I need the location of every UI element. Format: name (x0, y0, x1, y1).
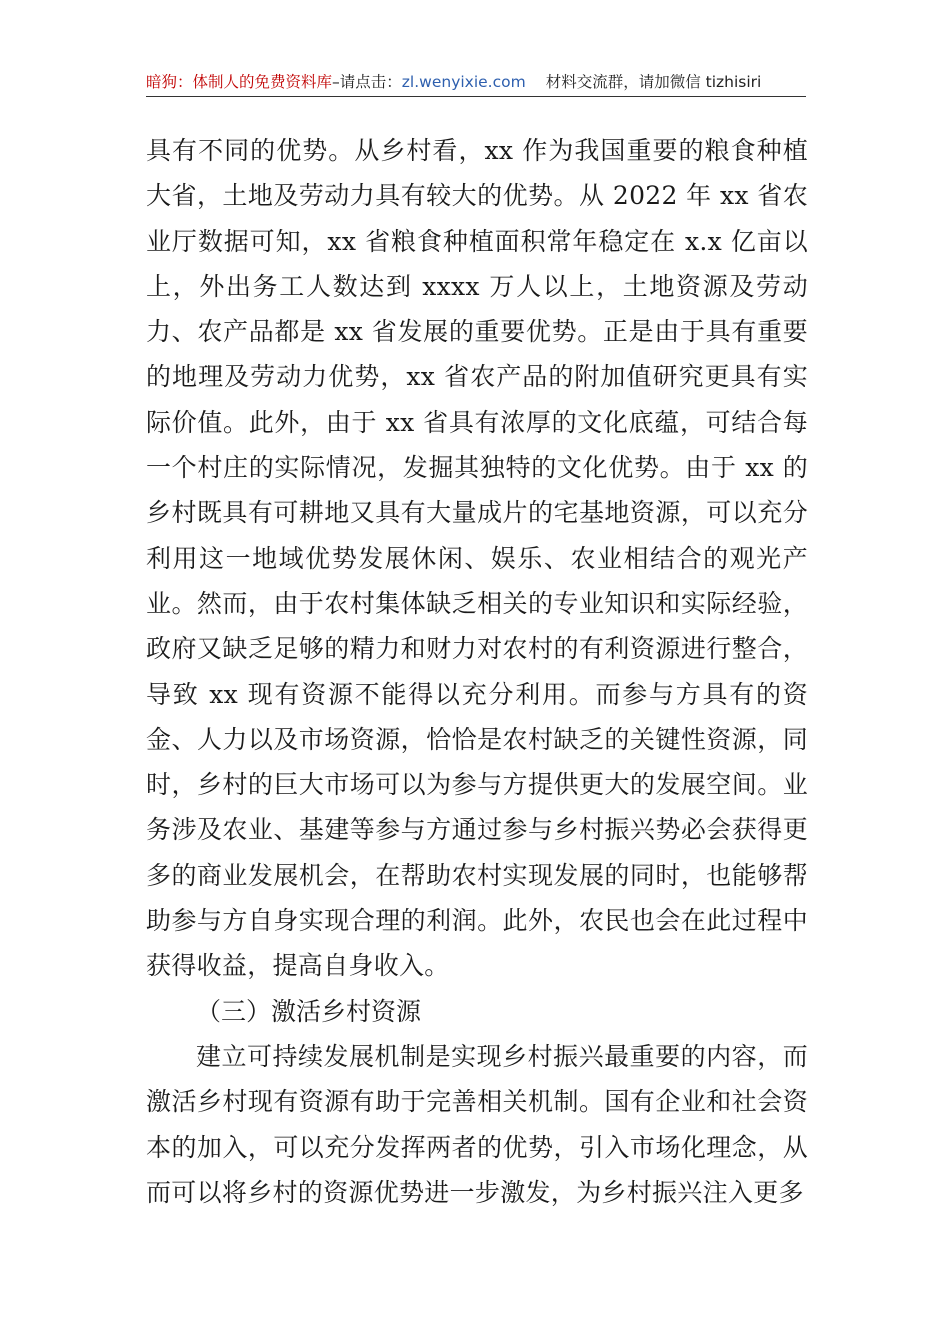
header-prompt: –请点击： (332, 73, 402, 91)
header-brand: 暗狗：体制人的免费资料库 (146, 73, 333, 91)
section-heading: （三）激活乡村资源 (196, 996, 422, 1026)
body-paragraph: 建立可持续发展机制是实现乡村振兴最重要的内容，而激活乡村现有资源有助于完善相关机制。国有企业和社会资本的加入，可以充分发挥两者的优势，引入市场化理念，从而可以将乡村的资源优势进一步激发，为乡村振兴注入更多 (146, 1041, 808, 1207)
document-body (146, 128, 808, 1215)
header-link[interactable]: zl.wenyixie.com (401, 73, 526, 91)
body-paragraph: 具有不同的优势。从乡村看，xx 作为我国重要的粮食种植大省，土地及劳动力具有较大的优势。从 2022 年 xx 省农业厅数据可知，xx 省粮食种植面积常年稳定在 x.x 亿亩以上，外出务工人数达到 xxxx 万人以上，土地资源及劳动力、农产品都是 xx 省发展的重要优势。正是由于具有重要的地理及劳动力优势，xx 省农产品的附加值研究更具有实际价值。此外，由于 xx 省具有浓厚的文化底蕴，可结合每一个村庄的实际情况，发掘其独特的文化优势。由于 xx 的乡村既具有可耕地又具有大量成片的宅基地资源，可以充分利用这一地域优势发展休闲、娱乐、农业相结合的观光产业。然而，由于农村集体缺乏相关的专业知识和实际经验，政府又缺乏足够的精力和财力对农村的有利资源进行整合，导致 xx 现有资源不能得以充分利用。而参与方具有的资金、人力以及市场资源，恰恰是农村缺乏的关键性资源，同时，乡村的巨大市场可以为参与方提供更大的发展空间。业务涉及农业、基建等参与方通过参与乡村振兴势必会获得更多的商业发展机会，在帮助农村实现发展的同时，也能够帮助参与方自身实现合理的利润。此外，农民也会在此过程中获得收益，提高自身收入。 (146, 136, 808, 981)
header-wechat-note: 材料交流群，请加微信 tizhisiri (545, 73, 762, 91)
page-header (146, 70, 806, 97)
